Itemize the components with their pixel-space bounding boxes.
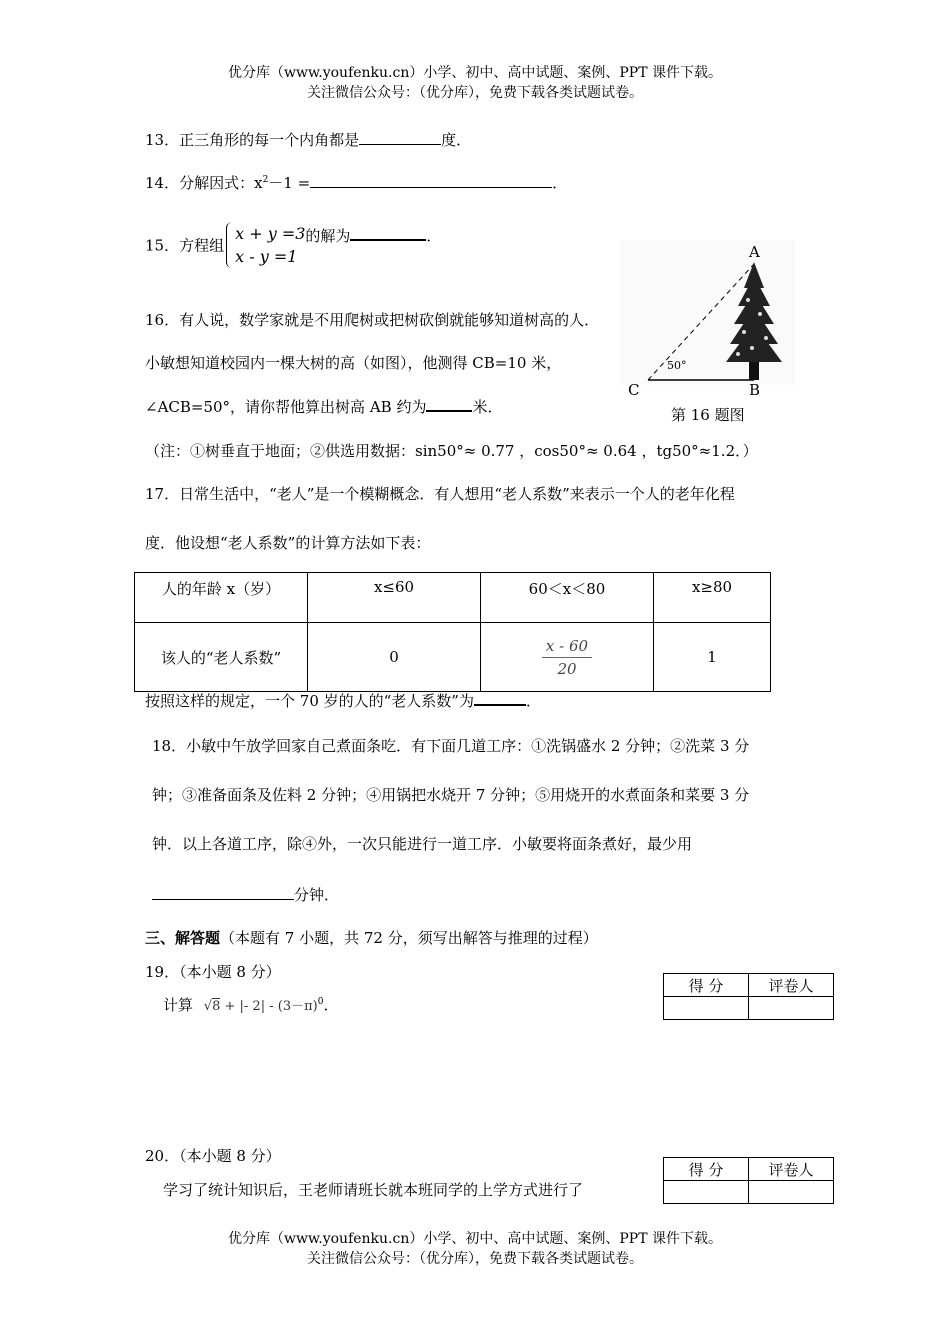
vertex-c-label: C [628, 381, 640, 399]
question-15-prefix: 15．方程组 [145, 236, 225, 255]
question-16-line2: 小敏想知道校园内一棵大树的高（如图），他测得 CB=10 米， [145, 354, 562, 372]
figure-caption: 第 16 题图 [671, 406, 745, 424]
table-cell: 0 [308, 623, 481, 692]
question-16-line3 [145, 396, 502, 417]
question-14-prefix: 14．分解因式：x [145, 174, 263, 192]
question-17-after [145, 690, 541, 711]
question-14-suffix: ． [552, 174, 568, 192]
question-15-suffix-group [305, 227, 441, 245]
table-row [664, 1158, 834, 1181]
grader-label: 评卷人 [749, 974, 834, 997]
question-18-line4 [152, 884, 339, 905]
vertex-a-label: A [749, 243, 760, 261]
question-19-end: ． [323, 996, 339, 1014]
table-cell: 1 [654, 623, 771, 692]
page-footer-line1: 优分库（www.youfenku.cn）小学、初中、高中试题、案例、PPT 课件下载。 [227, 1231, 722, 1247]
sqrt-icon: √8 [203, 999, 221, 1014]
question-14-mid: －1 = [268, 174, 311, 192]
question-17-line1: 17．日常生活中，“老人”是一个模糊概念．有人想用“老人系数”来表示一个人的老年化程 [145, 485, 735, 503]
question-16-line3-prefix: ∠ACB=50°，请你帮他算出树高 AB 约为 [145, 398, 427, 416]
table-header-cell: 60＜x＜80 [481, 573, 654, 623]
equation-2: x - y =1 [235, 247, 298, 266]
answer-blank [474, 690, 526, 706]
question-16-line1: 16．有人说，数学家就是不用爬树或把树砍倒就能够知道树高的人． [145, 311, 600, 329]
answer-blank [310, 173, 552, 188]
question-13-text: 13．正三角形的每一个内角都是 [145, 131, 360, 149]
question-16-note: （注：①树垂直于地面；②供选用数据：sin50°≈ 0.77 ，cos50°≈ 0.64 ，tg50°≈1.2．） [145, 442, 758, 460]
score-box-19 [663, 973, 834, 1020]
question-17-after-suffix: ． [525, 692, 541, 710]
question-13-suffix: 度． [441, 131, 472, 149]
question-17-line2: 度．他设想“老人系数”的计算方法如下表： [145, 534, 431, 552]
page-footer-line2: 关注微信公众号：（优分库），免费下载各类试题试卷。 [307, 1251, 643, 1267]
question-15-end: ． [426, 226, 442, 245]
answer-blank [426, 396, 472, 412]
section-3-heading [145, 927, 598, 948]
table-cell-fraction [481, 623, 654, 692]
question-18-line1: 18．小敏中午放学回家自己煮面条吃．有下面几道工序：①洗锅盛水 2 分钟；②洗菜 3 分 [152, 737, 750, 755]
equation-system [235, 222, 305, 268]
table-row [135, 623, 771, 692]
question-14-sup: 2 [262, 175, 269, 185]
age-coefficient-table [134, 572, 771, 692]
answer-blank [359, 130, 441, 145]
question-20-line1: 学习了统计知识后，王老师请班长就本班同学的上学方式进行了 [163, 1181, 584, 1199]
grader-label: 评卷人 [749, 1158, 834, 1181]
question-16-line3-suffix: 米． [472, 398, 503, 416]
figure-background [620, 240, 795, 385]
question-15-suffix: 的解为 [305, 226, 351, 245]
table-row [664, 1181, 834, 1204]
score-cell [664, 997, 749, 1020]
answer-blank [350, 225, 426, 241]
fraction [542, 635, 592, 680]
vertex-b-label: B [749, 381, 761, 399]
page-header-line1: 优分库（www.youfenku.cn）小学、初中、高中试题、案例、PPT 课件下载。 [227, 65, 722, 81]
answer-blank [152, 885, 294, 900]
question-20-title: 20．（本小题 8 分） [145, 1147, 281, 1165]
question-19-sup: 0 [317, 997, 324, 1007]
score-label: 得 分 [664, 1158, 749, 1181]
table-header-cell: x≥80 [654, 573, 771, 623]
question-17-after-prefix: 按照这样的规定，一个 70 岁的人的“老人系数”为 [145, 692, 474, 710]
question-19-mid: + |- 2| - (3－π) [220, 999, 318, 1014]
table-row [664, 974, 834, 997]
equation-1: x + y =3 [235, 224, 306, 243]
question-19-expression [163, 994, 338, 1015]
fraction-denominator: 20 [557, 659, 577, 678]
score-box-20 [663, 1157, 834, 1204]
score-cell [664, 1181, 749, 1204]
question-19-title: 19．（本小题 8 分） [145, 963, 281, 981]
question-18-line3: 钟．以上各道工序，除④外，一次只能进行一道工序．小敏要将面条煮好，最少用 [152, 835, 693, 853]
question-14 [145, 172, 567, 193]
table-row [664, 997, 834, 1020]
score-label: 得 分 [664, 974, 749, 997]
table-row-label: 该人的“老人系数” [135, 623, 308, 692]
table-header-cell: x≤60 [308, 573, 481, 623]
system-brace [226, 222, 232, 268]
table-row [135, 573, 771, 623]
section-3-title: 三、解答题 [145, 929, 221, 947]
question-18-line4-suffix: 分钟． [294, 886, 340, 904]
grader-cell [749, 1181, 834, 1204]
question-19-prefix: 计算 [163, 996, 194, 1014]
tree-figure [620, 240, 795, 385]
angle-label: 50° [667, 359, 687, 372]
grader-cell [749, 997, 834, 1020]
question-18-line2: 钟；③准备面条及佐料 2 分钟；④用锅把水烧开 7 分钟；⑤用烧开的水煮面条和菜要 3 分 [152, 786, 750, 804]
fraction-numerator: x - 60 [542, 635, 592, 658]
question-13 [145, 129, 471, 150]
page-header-line2: 关注微信公众号：（优分库），免费下载各类试题试卷。 [307, 85, 643, 101]
section-3-desc: （本题有 7 小题，共 72 分，须写出解答与推理的过程） [220, 929, 598, 947]
question-15 [145, 222, 441, 268]
table-header-cell: 人的年龄 x（岁） [135, 573, 308, 623]
sqrt-radicand: 8 [212, 999, 221, 1014]
